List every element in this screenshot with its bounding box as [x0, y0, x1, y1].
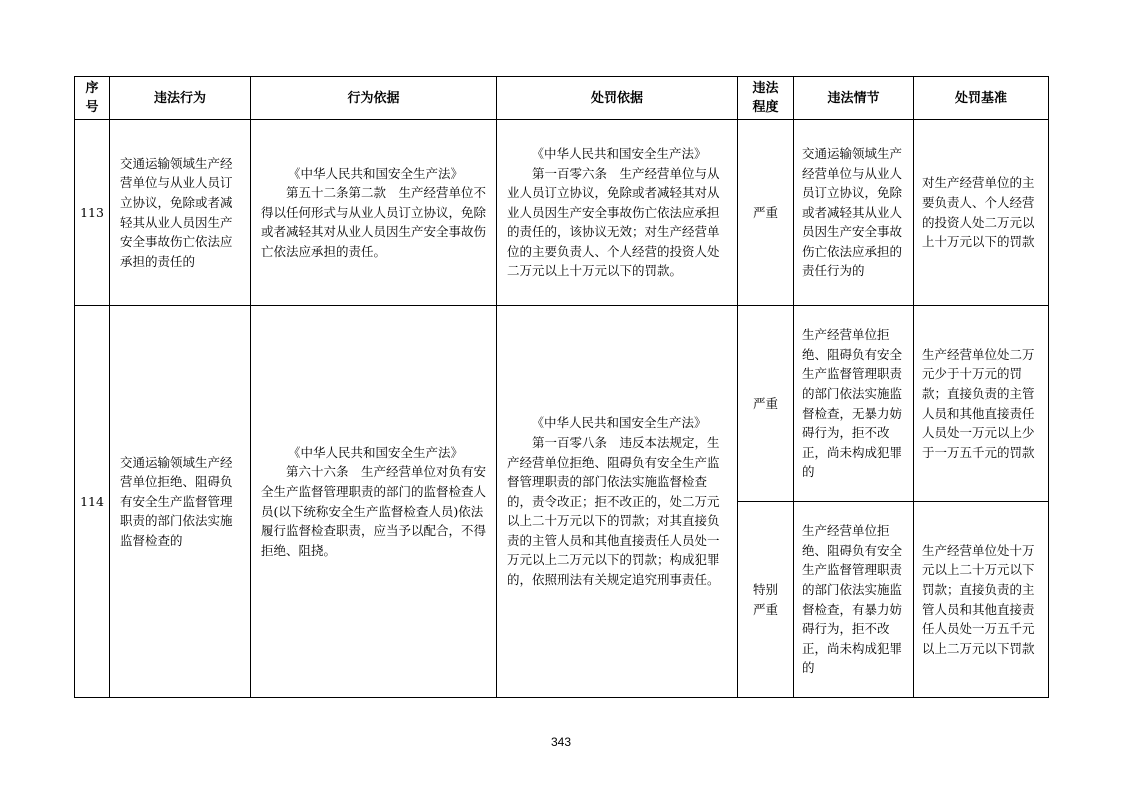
act-text: 交通运输领域生产经营单位拒绝、阻碍负有安全生产监督管理职责的部门依法实施监督检查的: [120, 454, 233, 548]
standard-cell: [914, 306, 1049, 502]
standard-cell: [914, 502, 1049, 698]
penalty-cell: [497, 306, 738, 698]
basis-cell: [251, 120, 497, 306]
table-row: [75, 120, 1049, 306]
basis-law-title: 《中华人民共和国安全生产法》: [287, 165, 463, 181]
row-number: 113: [75, 120, 110, 306]
header-standard: 处罚基准: [914, 77, 1049, 120]
standard-cell: [914, 120, 1049, 306]
standard-text: 对生产经营单位的主要负责人、个人经营的投资人处二万元以上十万元以下的罚款: [922, 175, 1035, 250]
basis-law-title: 《中华人民共和国安全生产法》: [287, 444, 463, 460]
header-act: 违法行为: [110, 77, 251, 120]
penalty-table: [74, 76, 1049, 698]
header-row: [75, 77, 1049, 120]
plot-cell: [794, 502, 914, 698]
act-cell: [110, 120, 251, 306]
standard-text: 生产经营单位处二万元少于十万元的罚款；直接负责的主管人员和其他直接责任人员处一万元以上少于一万五千元的罚款: [922, 346, 1035, 460]
degree-cell: 严重: [738, 120, 794, 306]
penalty-cell: [497, 120, 738, 306]
degree-cell: [738, 502, 794, 698]
header-seq: 序号: [75, 77, 110, 120]
plot-cell: [794, 120, 914, 306]
basis-text: 第五十二条第二款 生产经营单位不得以任何形式与从业人员订立协议，免除或者减轻其对从业人员因生产安全事故伤亡依法应承担的责任。: [261, 185, 487, 259]
header-degree: 违法程度: [738, 77, 794, 120]
header-basis: 行为依据: [251, 77, 497, 120]
basis-text: 第六十六条 生产经营单位对负有安全生产监督管理职责的部门的监督检查人员(以下统称安全生产监督检查人员)依法履行监督检查职责，应当予以配合，不得拒绝、阻挠。: [261, 464, 487, 558]
basis-cell: [251, 306, 497, 698]
header-plot: 违法情节: [794, 77, 914, 120]
row-number: 114: [75, 306, 110, 698]
standard-text: 生产经营单位处十万元以上二十万元以下罚款；直接负责的主管人员和其他直接责任人员处一万五千元以上二万元以下罚款: [922, 542, 1035, 656]
plot-text: 生产经营单位拒绝、阻碍负有安全生产监督管理职责的部门依法实施监督检查，有暴力妨碍行为，拒不改正，尚未构成犯罪的: [802, 523, 903, 676]
degree-text: 特别严重: [753, 581, 779, 617]
plot-text: 交通运输领域生产经营单位与从业人员订立协议，免除或者减轻其从业人员因生产安全事故伤亡依法应承担的责任行为的: [802, 145, 903, 279]
penalty-law-title: 《中华人民共和国安全生产法》: [531, 145, 707, 161]
penalty-text: 第一百零六条 生产经营单位与从业人员订立协议，免除或者减轻其对从业人员因生产安全事故伤亡依法应承担的责任的，该协议无效；对生产经营单位的主要负责人、个人经营的投资人处二万元以上十万元以下的罚款。: [507, 165, 720, 279]
penalty-law-title: 《中华人民共和国安全生产法》: [531, 415, 707, 431]
plot-cell: [794, 306, 914, 502]
plot-text: 生产经营单位拒绝、阻碍负有安全生产监督管理职责的部门依法实施监督检查，无暴力妨碍行为，拒不改正，尚未构成犯罪的: [802, 327, 903, 480]
degree-cell: 严重: [738, 306, 794, 502]
table-row: [75, 306, 1049, 502]
header-penalty: 处罚依据: [497, 77, 738, 120]
page-number: 343: [550, 735, 572, 749]
act-cell: [110, 306, 251, 698]
penalty-text: 第一百零八条 违反本法规定，生产经营单位拒绝、阻碍负有安全生产监督管理职责的部门依法实施监督检查的，责令改正；拒不改正的，处二万元以上二十万元以下的罚款；对其直接负责的主管人员和其他直接责任人员处一万元以上二万元以下的罚款；构成犯罪的，依照刑法有关规定追究刑事责任。: [507, 434, 720, 588]
act-text: 交通运输领域生产经营单位与从业人员订立协议，免除或者减轻其从业人员因生产安全事故伤亡依法应承担的责任的: [120, 155, 233, 269]
